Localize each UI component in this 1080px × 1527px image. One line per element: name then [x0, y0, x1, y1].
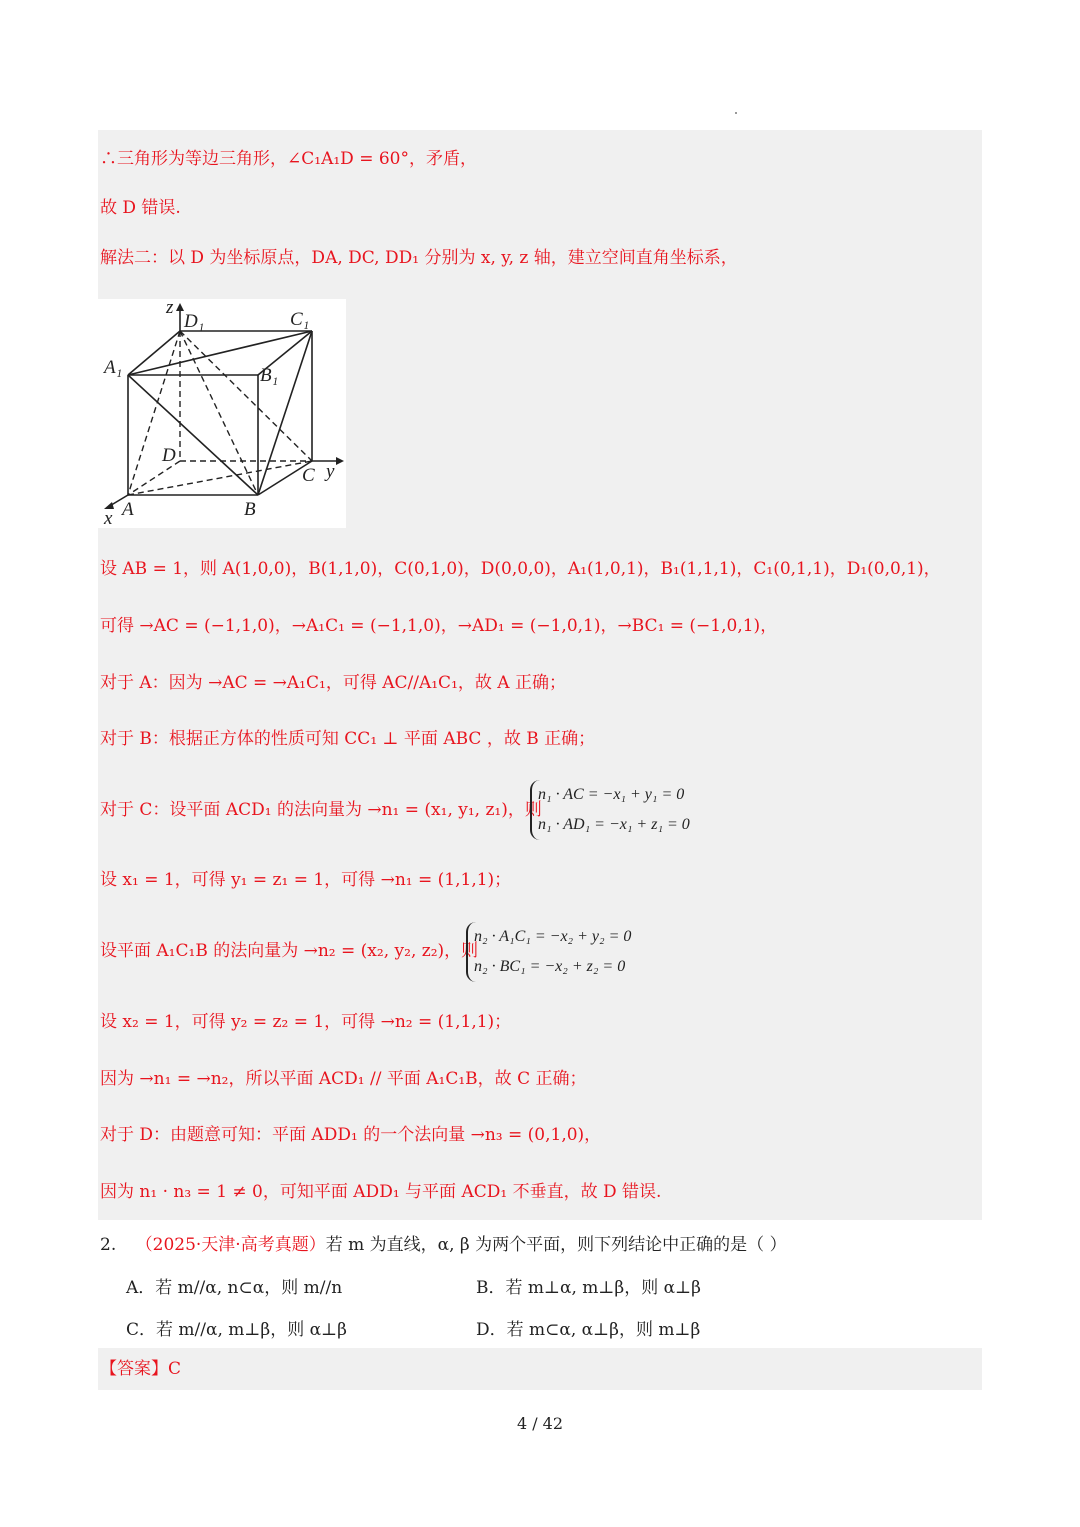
solution-line-11: 设 x₂ = 1，可得 y₂ = z₂ = 1，可得 →n₂ = (1,1,1)；: [100, 1012, 512, 1032]
page-number: 4 / 42: [516, 1414, 564, 1433]
answer-text: 【答案】C: [100, 1359, 182, 1379]
label-c1: C₁: [290, 309, 310, 330]
solution-line-12: 因为 →n₁ = →n₂，所以平面 ACD₁ // 平面 A₁C₁B，故 C 正确；: [100, 1069, 587, 1089]
label-d1: D₁: [184, 311, 205, 332]
solution-line-10: 设平面 A₁C₁B 的法向量为 →n₂ = (x₂, y₂, z₂)，则: [100, 941, 479, 961]
scan-dot: [735, 112, 737, 114]
option-b: B．若 m⊥α, m⊥β，则 α⊥β: [476, 1278, 701, 1298]
label-z: z: [166, 299, 174, 318]
question-header: [100, 1230, 787, 1255]
label-a1: A₁: [104, 357, 123, 378]
solution-line-8: 对于 C：设平面 ACD₁ 的法向量为 →n₁ = (x₁, y₁, z₁)，则: [100, 800, 542, 820]
label-x: x: [104, 508, 113, 528]
equation-2b: n₂ · BC₁ = −x₂ + z₂ = 0: [474, 958, 626, 975]
label-y: y: [326, 461, 335, 482]
solution-line-7: 对于 B：根据正方体的性质可知 CC₁ ⊥ 平面 ABC ，故 B 正确；: [100, 729, 596, 749]
solution-line-6: 对于 A：因为 →AC = →A₁C₁，可得 AC//A₁C₁，故 A 正确；: [100, 673, 566, 693]
question-source: （2025·天津·高考真题）: [135, 1235, 326, 1255]
solution-line-9: 设 x₁ = 1，可得 y₁ = z₁ = 1，可得 →n₁ = (1,1,1)；: [100, 870, 512, 890]
question-stem: 若 m 为直线，α, β 为两个平面，则下列结论中正确的是（ ）: [325, 1235, 787, 1255]
option-a: A．若 m//α, n⊂α，则 m//n: [126, 1278, 343, 1298]
label-c: C: [302, 465, 315, 486]
answer-box: [98, 1348, 982, 1390]
solution-line-1: ∴三角形为等边三角形，∠C₁A₁D = 60°，矛盾，: [100, 149, 477, 169]
solution-line-4: 设 AB = 1，则 A(1,0,0)，B(1,1,0)，C(0,1,0)，D(0,0,0)，A₁(1,0,1)，B₁(1,1,1)，C₁(0,1,1)，D₁(0,0,1)，: [100, 559, 941, 579]
question-number: 2.: [100, 1235, 117, 1255]
label-a: A: [122, 499, 134, 520]
option-d: D．若 m⊂α, α⊥β，则 m⊥β: [476, 1320, 701, 1340]
cube-figure: [98, 299, 346, 528]
label-d: D: [162, 445, 176, 466]
option-c: C．若 m//α, m⊥β，则 α⊥β: [126, 1320, 347, 1340]
equation-1a: n₁ · AC = −x₁ + y₁ = 0: [538, 786, 685, 803]
solution-line-14: 因为 n₁ · n₃ = 1 ≠ 0，可知平面 ADD₁ 与平面 ACD₁ 不垂直，故 D 错误.: [100, 1182, 662, 1202]
label-b: B: [244, 499, 256, 520]
solution-line-13: 对于 D：由题意可知：平面 ADD₁ 的一个法向量 →n₃ = (0,1,0)，: [100, 1125, 602, 1145]
solution-line-5: 可得 →AC = (−1,1,0)，→A₁C₁ = (−1,1,0)，→AD₁ = (−1,0,1)，→BC₁ = (−1,0,1)，: [100, 616, 778, 636]
solution-line-3: 解法二：以 D 为坐标原点，DA, DC, DD₁ 分别为 x, y, z 轴，建立空间直角坐标系，: [100, 248, 738, 268]
equation-2a: n₂ · A₁C₁ = −x₂ + y₂ = 0: [474, 928, 632, 945]
equation-system-2: [466, 922, 631, 982]
equation-1b: n₁ · AD₁ = −x₁ + z₁ = 0: [538, 816, 690, 833]
label-b1: B₁: [260, 365, 279, 386]
solution-line-2: 故 D 错误.: [100, 198, 181, 218]
equation-system-1: [530, 780, 690, 840]
